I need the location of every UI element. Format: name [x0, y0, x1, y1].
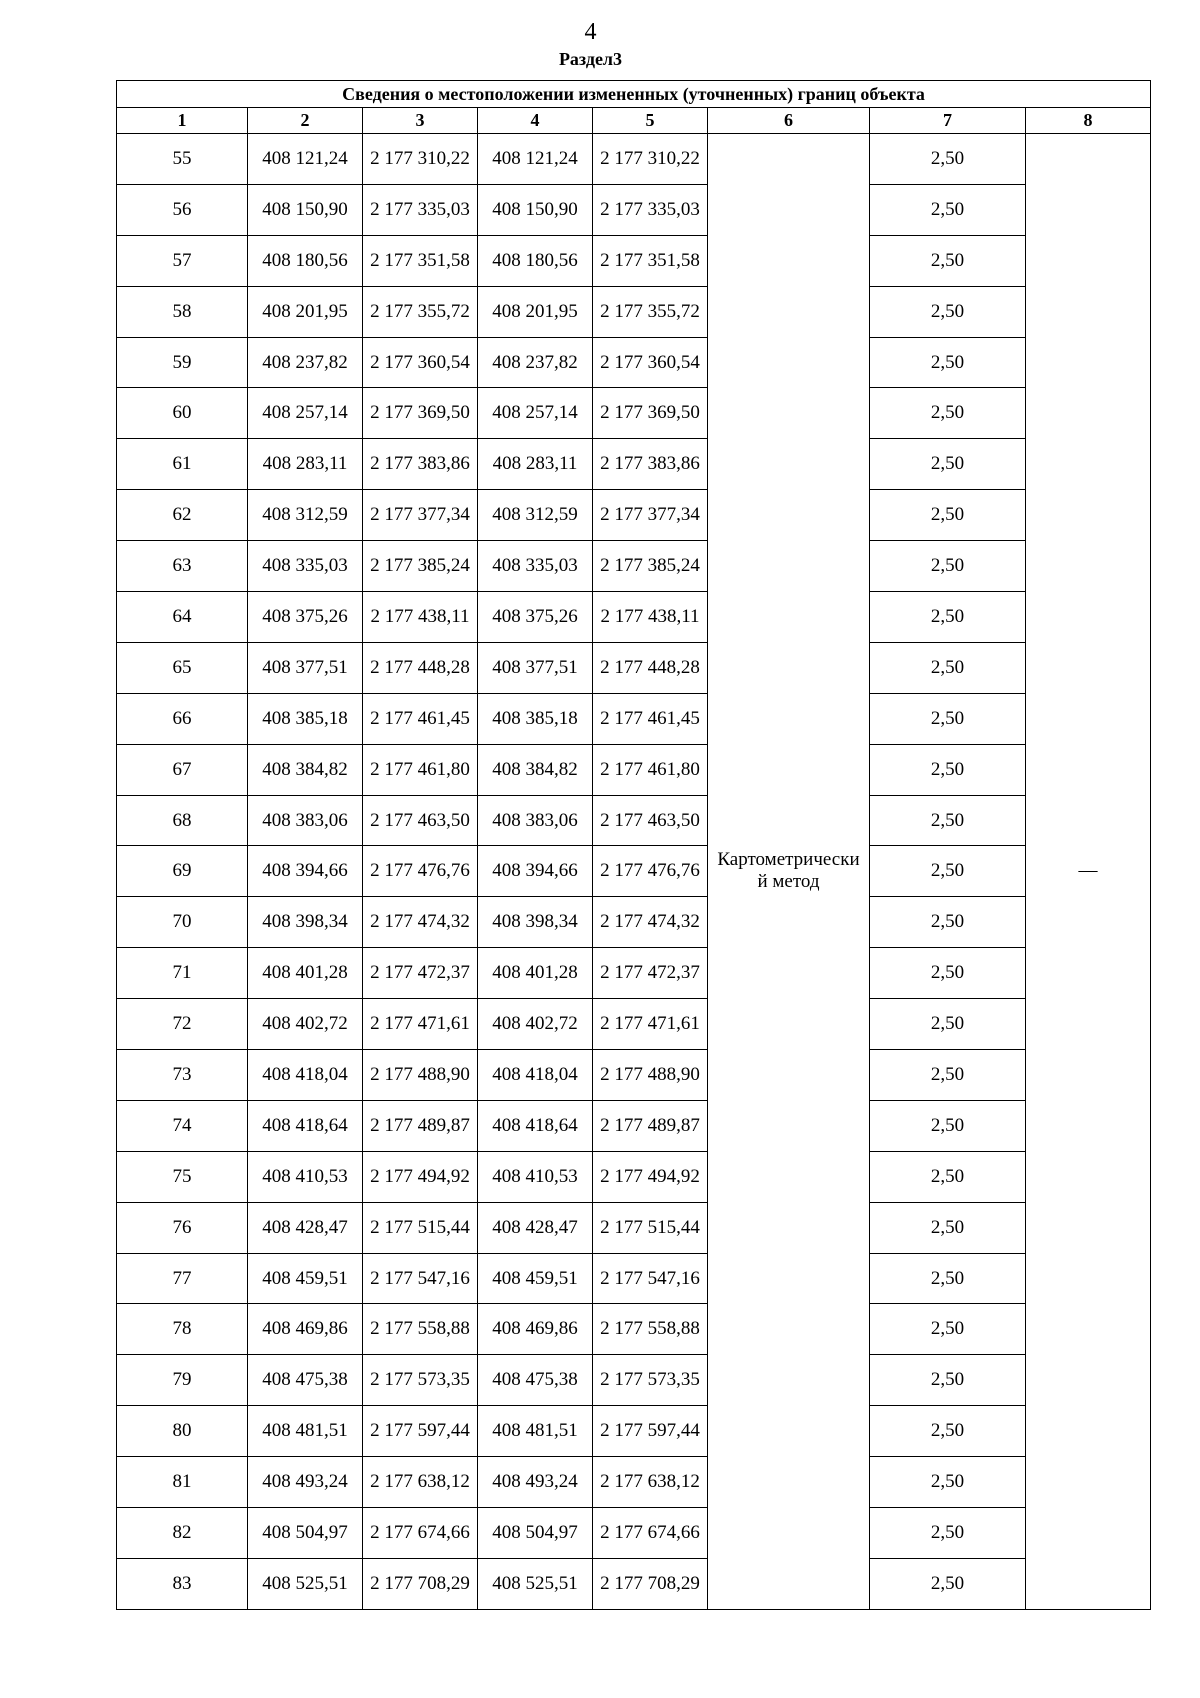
table-row — [117, 693, 1151, 744]
accuracy-cell: 2,50 — [870, 1253, 1026, 1304]
point-number-cell: 66 — [117, 693, 248, 744]
x-coordinate-existing-cell: 408 525,51 — [248, 1558, 363, 1609]
point-number-cell: 61 — [117, 439, 248, 490]
point-number-cell: 62 — [117, 490, 248, 541]
boundary-coordinates-table — [116, 80, 1151, 1610]
table-row — [117, 541, 1151, 592]
table-row — [117, 1406, 1151, 1457]
x-coordinate-refined-cell: 408 410,53 — [478, 1151, 593, 1202]
table-row — [117, 1355, 1151, 1406]
y-coordinate-existing-cell: 2 177 383,86 — [363, 439, 478, 490]
x-coordinate-refined-cell: 408 418,04 — [478, 1050, 593, 1101]
point-number-cell: 78 — [117, 1304, 248, 1355]
x-coordinate-existing-cell: 408 428,47 — [248, 1202, 363, 1253]
table-row — [117, 592, 1151, 643]
x-coordinate-existing-cell: 408 384,82 — [248, 744, 363, 795]
x-coordinate-existing-cell: 408 504,97 — [248, 1508, 363, 1559]
x-coordinate-existing-cell: 408 375,26 — [248, 592, 363, 643]
x-coordinate-refined-cell: 408 257,14 — [478, 388, 593, 439]
y-coordinate-existing-cell: 2 177 472,37 — [363, 948, 478, 999]
y-coordinate-existing-cell: 2 177 488,90 — [363, 1050, 478, 1101]
table-row — [117, 1151, 1151, 1202]
point-number-cell: 58 — [117, 286, 248, 337]
x-coordinate-refined-cell: 408 385,18 — [478, 693, 593, 744]
y-coordinate-existing-cell: 2 177 385,24 — [363, 541, 478, 592]
x-coordinate-existing-cell: 408 398,34 — [248, 897, 363, 948]
y-coordinate-existing-cell: 2 177 494,92 — [363, 1151, 478, 1202]
table-row — [117, 999, 1151, 1050]
y-coordinate-refined-cell: 2 177 377,34 — [593, 490, 708, 541]
point-number-cell: 81 — [117, 1457, 248, 1508]
accuracy-cell: 2,50 — [870, 235, 1026, 286]
y-coordinate-existing-cell: 2 177 471,61 — [363, 999, 478, 1050]
y-coordinate-refined-cell: 2 177 474,32 — [593, 897, 708, 948]
accuracy-cell: 2,50 — [870, 1100, 1026, 1151]
column-number: 7 — [870, 108, 1026, 134]
y-coordinate-existing-cell: 2 177 360,54 — [363, 337, 478, 388]
point-number-cell: 80 — [117, 1406, 248, 1457]
accuracy-cell: 2,50 — [870, 541, 1026, 592]
table-row — [117, 1304, 1151, 1355]
y-coordinate-refined-cell: 2 177 310,22 — [593, 134, 708, 185]
accuracy-cell: 2,50 — [870, 388, 1026, 439]
point-number-cell: 60 — [117, 388, 248, 439]
table-row — [117, 744, 1151, 795]
point-number-cell: 64 — [117, 592, 248, 643]
y-coordinate-existing-cell: 2 177 597,44 — [363, 1406, 478, 1457]
x-coordinate-refined-cell: 408 469,86 — [478, 1304, 593, 1355]
x-coordinate-existing-cell: 408 377,51 — [248, 642, 363, 693]
table-row — [117, 184, 1151, 235]
accuracy-cell: 2,50 — [870, 592, 1026, 643]
x-coordinate-existing-cell: 408 312,59 — [248, 490, 363, 541]
accuracy-cell: 2,50 — [870, 693, 1026, 744]
x-coordinate-refined-cell: 408 180,56 — [478, 235, 593, 286]
accuracy-cell: 2,50 — [870, 795, 1026, 846]
table-row — [117, 642, 1151, 693]
point-number-cell: 57 — [117, 235, 248, 286]
x-coordinate-refined-cell: 408 283,11 — [478, 439, 593, 490]
point-number-cell: 75 — [117, 1151, 248, 1202]
x-coordinate-existing-cell: 408 418,64 — [248, 1100, 363, 1151]
point-number-cell: 67 — [117, 744, 248, 795]
y-coordinate-existing-cell: 2 177 489,87 — [363, 1100, 478, 1151]
point-number-cell: 65 — [117, 642, 248, 693]
y-coordinate-existing-cell: 2 177 474,32 — [363, 897, 478, 948]
x-coordinate-existing-cell: 408 410,53 — [248, 1151, 363, 1202]
point-number-cell: 56 — [117, 184, 248, 235]
y-coordinate-existing-cell: 2 177 638,12 — [363, 1457, 478, 1508]
point-number-cell: 83 — [117, 1558, 248, 1609]
accuracy-cell: 2,50 — [870, 337, 1026, 388]
x-coordinate-existing-cell: 408 237,82 — [248, 337, 363, 388]
y-coordinate-refined-cell: 2 177 355,72 — [593, 286, 708, 337]
table-row — [117, 337, 1151, 388]
table-body — [117, 134, 1151, 1610]
accuracy-cell: 2,50 — [870, 286, 1026, 337]
x-coordinate-refined-cell: 408 384,82 — [478, 744, 593, 795]
x-coordinate-refined-cell: 408 201,95 — [478, 286, 593, 337]
accuracy-cell: 2,50 — [870, 439, 1026, 490]
accuracy-cell: 2,50 — [870, 1202, 1026, 1253]
x-coordinate-refined-cell: 408 375,26 — [478, 592, 593, 643]
x-coordinate-existing-cell: 408 459,51 — [248, 1253, 363, 1304]
x-coordinate-existing-cell: 408 150,90 — [248, 184, 363, 235]
x-coordinate-refined-cell: 408 459,51 — [478, 1253, 593, 1304]
table-row — [117, 286, 1151, 337]
x-coordinate-existing-cell: 408 201,95 — [248, 286, 363, 337]
y-coordinate-existing-cell: 2 177 515,44 — [363, 1202, 478, 1253]
x-coordinate-refined-cell: 408 504,97 — [478, 1508, 593, 1559]
accuracy-cell: 2,50 — [870, 999, 1026, 1050]
x-coordinate-existing-cell: 408 180,56 — [248, 235, 363, 286]
accuracy-cell: 2,50 — [870, 744, 1026, 795]
x-coordinate-existing-cell: 408 402,72 — [248, 999, 363, 1050]
x-coordinate-refined-cell: 408 121,24 — [478, 134, 593, 185]
table-caption: Сведения о местоположении измененных (уточненных) границ объекта — [117, 81, 1151, 108]
y-coordinate-existing-cell: 2 177 461,45 — [363, 693, 478, 744]
table-row — [117, 1558, 1151, 1609]
table-row — [117, 490, 1151, 541]
y-coordinate-refined-cell: 2 177 472,37 — [593, 948, 708, 999]
note-cell: — — [1026, 134, 1151, 1610]
point-number-cell: 71 — [117, 948, 248, 999]
y-coordinate-existing-cell: 2 177 377,34 — [363, 490, 478, 541]
y-coordinate-refined-cell: 2 177 369,50 — [593, 388, 708, 439]
y-coordinate-refined-cell: 2 177 360,54 — [593, 337, 708, 388]
method-text-line: й метод — [757, 871, 820, 893]
x-coordinate-refined-cell: 408 237,82 — [478, 337, 593, 388]
page-number: 4 — [584, 19, 597, 45]
accuracy-cell: 2,50 — [870, 1457, 1026, 1508]
y-coordinate-refined-cell: 2 177 463,50 — [593, 795, 708, 846]
accuracy-cell: 2,50 — [870, 846, 1026, 897]
x-coordinate-existing-cell: 408 493,24 — [248, 1457, 363, 1508]
y-coordinate-refined-cell: 2 177 547,16 — [593, 1253, 708, 1304]
y-coordinate-existing-cell: 2 177 708,29 — [363, 1558, 478, 1609]
accuracy-cell: 2,50 — [870, 1304, 1026, 1355]
x-coordinate-refined-cell: 408 525,51 — [478, 1558, 593, 1609]
y-coordinate-refined-cell: 2 177 674,66 — [593, 1508, 708, 1559]
accuracy-cell: 2,50 — [870, 948, 1026, 999]
accuracy-cell: 2,50 — [870, 1355, 1026, 1406]
table-row — [117, 388, 1151, 439]
accuracy-cell: 2,50 — [870, 1406, 1026, 1457]
section-title: Раздел3 — [558, 49, 623, 69]
y-coordinate-refined-cell: 2 177 494,92 — [593, 1151, 708, 1202]
point-number-cell: 63 — [117, 541, 248, 592]
point-number-cell: 68 — [117, 795, 248, 846]
x-coordinate-existing-cell: 408 283,11 — [248, 439, 363, 490]
column-number: 4 — [478, 108, 593, 134]
x-coordinate-existing-cell: 408 475,38 — [248, 1355, 363, 1406]
y-coordinate-refined-cell: 2 177 489,87 — [593, 1100, 708, 1151]
accuracy-cell: 2,50 — [870, 184, 1026, 235]
x-coordinate-refined-cell: 408 383,06 — [478, 795, 593, 846]
accuracy-cell: 2,50 — [870, 134, 1026, 185]
y-coordinate-refined-cell: 2 177 471,61 — [593, 999, 708, 1050]
y-coordinate-refined-cell: 2 177 573,35 — [593, 1355, 708, 1406]
x-coordinate-existing-cell: 408 469,86 — [248, 1304, 363, 1355]
x-coordinate-refined-cell: 408 335,03 — [478, 541, 593, 592]
y-coordinate-existing-cell: 2 177 558,88 — [363, 1304, 478, 1355]
y-coordinate-refined-cell: 2 177 638,12 — [593, 1457, 708, 1508]
x-coordinate-existing-cell: 408 481,51 — [248, 1406, 363, 1457]
x-coordinate-refined-cell: 408 377,51 — [478, 642, 593, 693]
column-number-row — [117, 108, 1151, 134]
point-number-cell: 79 — [117, 1355, 248, 1406]
x-coordinate-refined-cell: 408 493,24 — [478, 1457, 593, 1508]
point-number-cell: 70 — [117, 897, 248, 948]
point-number-cell: 77 — [117, 1253, 248, 1304]
y-coordinate-refined-cell: 2 177 597,44 — [593, 1406, 708, 1457]
table-row — [117, 846, 1151, 897]
point-number-cell: 72 — [117, 999, 248, 1050]
x-coordinate-existing-cell: 408 335,03 — [248, 541, 363, 592]
y-coordinate-existing-cell: 2 177 448,28 — [363, 642, 478, 693]
point-number-cell: 59 — [117, 337, 248, 388]
x-coordinate-refined-cell: 408 418,64 — [478, 1100, 593, 1151]
y-coordinate-refined-cell: 2 177 558,88 — [593, 1304, 708, 1355]
method-text-line: Картометрически — [717, 849, 860, 871]
point-number-cell: 69 — [117, 846, 248, 897]
column-number: 2 — [248, 108, 363, 134]
point-number-cell: 76 — [117, 1202, 248, 1253]
point-number-cell: 74 — [117, 1100, 248, 1151]
point-number-cell: 82 — [117, 1508, 248, 1559]
y-coordinate-existing-cell: 2 177 547,16 — [363, 1253, 478, 1304]
table-row — [117, 1050, 1151, 1101]
x-coordinate-refined-cell: 408 402,72 — [478, 999, 593, 1050]
table-row — [117, 235, 1151, 286]
y-coordinate-refined-cell: 2 177 385,24 — [593, 541, 708, 592]
accuracy-cell: 2,50 — [870, 1050, 1026, 1101]
x-coordinate-refined-cell: 408 401,28 — [478, 948, 593, 999]
x-coordinate-existing-cell: 408 418,04 — [248, 1050, 363, 1101]
y-coordinate-existing-cell: 2 177 351,58 — [363, 235, 478, 286]
y-coordinate-existing-cell: 2 177 674,66 — [363, 1508, 478, 1559]
x-coordinate-refined-cell: 408 150,90 — [478, 184, 593, 235]
x-coordinate-refined-cell: 408 312,59 — [478, 490, 593, 541]
y-coordinate-refined-cell: 2 177 335,03 — [593, 184, 708, 235]
y-coordinate-refined-cell: 2 177 438,11 — [593, 592, 708, 643]
x-coordinate-refined-cell: 408 428,47 — [478, 1202, 593, 1253]
accuracy-cell: 2,50 — [870, 897, 1026, 948]
table-row — [117, 1100, 1151, 1151]
y-coordinate-refined-cell: 2 177 461,45 — [593, 693, 708, 744]
x-coordinate-refined-cell: 408 398,34 — [478, 897, 593, 948]
x-coordinate-existing-cell: 408 257,14 — [248, 388, 363, 439]
y-coordinate-existing-cell: 2 177 369,50 — [363, 388, 478, 439]
table-row — [117, 795, 1151, 846]
x-coordinate-existing-cell: 408 383,06 — [248, 795, 363, 846]
x-coordinate-refined-cell: 408 481,51 — [478, 1406, 593, 1457]
y-coordinate-existing-cell: 2 177 573,35 — [363, 1355, 478, 1406]
x-coordinate-existing-cell: 408 121,24 — [248, 134, 363, 185]
y-coordinate-refined-cell: 2 177 448,28 — [593, 642, 708, 693]
x-coordinate-existing-cell: 408 385,18 — [248, 693, 363, 744]
y-coordinate-existing-cell: 2 177 461,80 — [363, 744, 478, 795]
column-number: 6 — [708, 108, 870, 134]
table-row — [117, 134, 1151, 185]
table-row — [117, 1253, 1151, 1304]
y-coordinate-existing-cell: 2 177 438,11 — [363, 592, 478, 643]
y-coordinate-existing-cell: 2 177 310,22 — [363, 134, 478, 185]
accuracy-cell: 2,50 — [870, 490, 1026, 541]
y-coordinate-existing-cell: 2 177 335,03 — [363, 184, 478, 235]
y-coordinate-refined-cell: 2 177 515,44 — [593, 1202, 708, 1253]
accuracy-cell: 2,50 — [870, 1151, 1026, 1202]
column-number: 3 — [363, 108, 478, 134]
table-row — [117, 1508, 1151, 1559]
y-coordinate-refined-cell: 2 177 476,76 — [593, 846, 708, 897]
determination-method-cell — [708, 134, 870, 1610]
accuracy-cell: 2,50 — [870, 642, 1026, 693]
x-coordinate-refined-cell: 408 475,38 — [478, 1355, 593, 1406]
y-coordinate-existing-cell: 2 177 355,72 — [363, 286, 478, 337]
table-row — [117, 948, 1151, 999]
y-coordinate-refined-cell: 2 177 488,90 — [593, 1050, 708, 1101]
table-row — [117, 1457, 1151, 1508]
column-number: 5 — [593, 108, 708, 134]
point-number-cell: 73 — [117, 1050, 248, 1101]
point-number-cell: 55 — [117, 134, 248, 185]
table-row — [117, 439, 1151, 490]
x-coordinate-existing-cell: 408 401,28 — [248, 948, 363, 999]
y-coordinate-existing-cell: 2 177 476,76 — [363, 846, 478, 897]
column-number: 1 — [117, 108, 248, 134]
x-coordinate-refined-cell: 408 394,66 — [478, 846, 593, 897]
y-coordinate-existing-cell: 2 177 463,50 — [363, 795, 478, 846]
y-coordinate-refined-cell: 2 177 351,58 — [593, 235, 708, 286]
column-number: 8 — [1026, 108, 1151, 134]
y-coordinate-refined-cell: 2 177 461,80 — [593, 744, 708, 795]
table-row — [117, 1202, 1151, 1253]
accuracy-cell: 2,50 — [870, 1508, 1026, 1559]
table-row — [117, 897, 1151, 948]
y-coordinate-refined-cell: 2 177 708,29 — [593, 1558, 708, 1609]
y-coordinate-refined-cell: 2 177 383,86 — [593, 439, 708, 490]
x-coordinate-existing-cell: 408 394,66 — [248, 846, 363, 897]
accuracy-cell: 2,50 — [870, 1558, 1026, 1609]
